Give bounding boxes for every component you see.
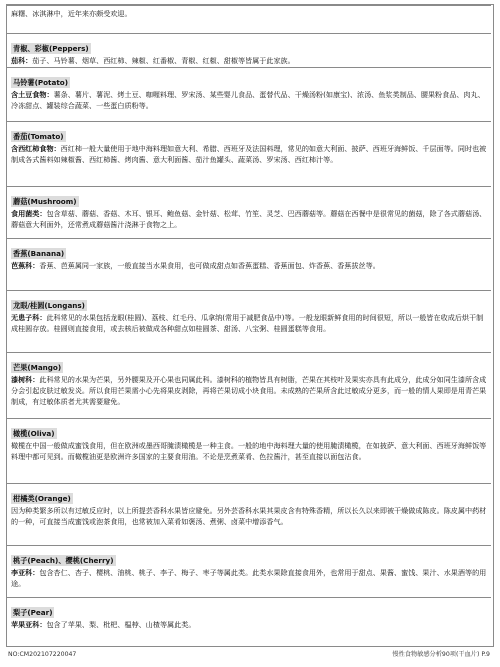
section-body — [11, 260, 487, 271]
intro-text: 麻糬、冰淇淋中，近年来亦颇受欢迎。 — [11, 9, 132, 18]
section-mushroom — [7, 186, 491, 238]
section-text: 茄子、马铃薯、烟草、西红柿、辣椒、红番椒、青椒、红椒、甜椒等皆属于此家族。 — [32, 56, 295, 65]
section-body — [11, 55, 487, 66]
section-title: 桃子(Peach)、樱桃(Cherry) — [13, 556, 114, 565]
section-title: 梨子(Pear) — [13, 608, 53, 617]
section-label: 芭蕉科： — [11, 261, 40, 270]
section-body — [11, 440, 487, 462]
section-text: 此科常见的水果包括龙眼(桂圆)、荔枝、红毛丹、瓜拿纳(常用于减肥食品中)等。一般龙眼新鲜食用的时间很短，所以一般皆在收成后烘干制成桂圆存放。桂圆则直接食用，或去核后被做成各种甜点如桂圆茶、甜汤、八宝粥、桂圆蛋糕等食用。 — [11, 313, 484, 333]
section-body — [11, 619, 487, 630]
section-text: 包含草菇、蘑菇、香菇、木耳、银耳、鲍鱼菇、金针菇、松茸、竹笙、灵芝、巴西蘑菇等。蘑菇在西餐中是很常见的菌菇，除了各式蘑菇汤、蘑菇意大利面外，还常煮成蘑菇酱汁浇淋于食物之上。 — [11, 209, 487, 229]
section-pear — [7, 597, 491, 645]
section-peach-cherry — [7, 545, 491, 597]
section-body — [11, 374, 487, 407]
section-body — [11, 143, 487, 165]
section-label: 无患子科： — [11, 313, 47, 322]
section-body — [11, 312, 487, 334]
section-label: 含土豆食物： — [11, 90, 54, 99]
section-body — [11, 208, 487, 230]
section-title: 番茄(Tomato) — [13, 132, 64, 141]
section-title: 香蕉(Banana) — [13, 249, 65, 258]
section-label: 茄科： — [11, 56, 33, 65]
section-text: 橄榄在中国一般做成蜜饯食用，但在欧洲或墨西哥腌渍橄榄是一种主食。一般的地中海料理大量的使用腌渍橄榄，在如披萨、意大利面、西班牙海鲜饭等料理中都可见到。而橄榄油更是欧洲许多国家的主要食用油。不论是烹煮菜肴、色拉酱汁，甚至直接以面包沾食。 — [11, 441, 487, 461]
section-peppers — [7, 33, 491, 67]
section-title: 青椒、彩椒(Peppers) — [13, 44, 89, 53]
section-text: 此科常见的水果为芒果，另外腰果及开心果也同属此科。漆树科的植物皆具有树脂，芒果在其枝叶及果实亦具有此成分，此成分如同生漆所含成分会引起皮肤过敏发炎。所以食用芒果需小心先将果皮剥除，再将芒果切成小块食用。未成熟的芒果所含此过敏成分更多，而一般的情人果即是用青芒果制成，有过敏体质者尤其需要避免。 — [11, 375, 487, 406]
section-text: 薯条、薯片、薯泥、烤土豆、咖喱料理、罗宋汤、某些婴儿食品、蛋替代品、干燥汤粉(如康宝)、浓汤、鱼浆类制品、腰果粉食品、肉丸、冷冻甜点、罐装综合蔬菜、一些蛋白质粉等。 — [11, 90, 485, 110]
section-body — [11, 505, 487, 527]
section-label: 含西红柿食物： — [11, 144, 61, 153]
section-label: 漆树科： — [11, 375, 40, 384]
section-mango — [7, 352, 491, 418]
section-tomato — [7, 121, 491, 186]
section-text: 西红柿一般大量使用于地中海料理如意大利、希腊、西班牙及法国料理，常见的如意大利面、披萨、西班牙海鲜饭、千层面等。同时也被制成各式酱料如辣椒酱、西红柿酱、烤肉酱、意大利面酱、茄汁鱼罐头、蔬菜汤、罗宋汤、西红柿汁等。 — [11, 144, 487, 164]
section-banana — [7, 238, 491, 290]
section-body — [11, 567, 487, 589]
section-text: 因为种类繁多所以有过敏反应时，以上所提芸香科水果皆应避免。另外芸香科水果其果皮含有特殊香精，所以长久以来即被干燥做成陈皮。陈皮属中药材的一种，可直接当成蜜饯或泡茶食用，也常被加入菜肴如褒汤、煮粥、卤菜中增添香气。 — [11, 506, 487, 526]
section-longans — [7, 290, 491, 352]
section-title: 龙眼/桂圆(Longans) — [13, 301, 85, 310]
section-label: 食用菌类： — [11, 209, 47, 218]
report-number: NO:CM202107220047 — [8, 651, 77, 658]
section-text: 包含杏仁、杏子、樱桃、油桃、桃子、李子、梅子、枣子等属此类。此类水果除直接食用外，也常用于甜点、果酱、蜜饯、果汁、水果酒等的用途。 — [11, 568, 487, 588]
section-text: 包含了苹果、梨、枇杷、榅桲、山楂等属此类。 — [46, 620, 196, 629]
section-title: 芒果(Mango) — [13, 363, 62, 372]
section-potato — [7, 67, 491, 121]
intro-section — [7, 5, 491, 33]
page-footer-title: 慢性食物敏感分析90项(干血片) P.9 — [392, 651, 490, 658]
section-body — [11, 89, 487, 111]
section-label: 李亚科： — [11, 568, 40, 577]
section-olive — [7, 418, 491, 483]
section-title: 柑橘类(Orange) — [13, 494, 71, 503]
section-orange — [7, 483, 491, 545]
section-title: 蘑菇(Mushroom) — [13, 197, 77, 206]
section-title: 马铃薯(Potato) — [13, 78, 68, 87]
section-text: 香蕉、芭蕉属同一家族，一般直接当水果食用，也可做成甜点如香蕉蛋糕、香蕉面包、炸香蕉、香蕉拔丝等。 — [39, 261, 380, 270]
section-title: 橄榄(Oliva) — [13, 429, 55, 438]
section-label: 苹果亚科： — [11, 620, 47, 629]
